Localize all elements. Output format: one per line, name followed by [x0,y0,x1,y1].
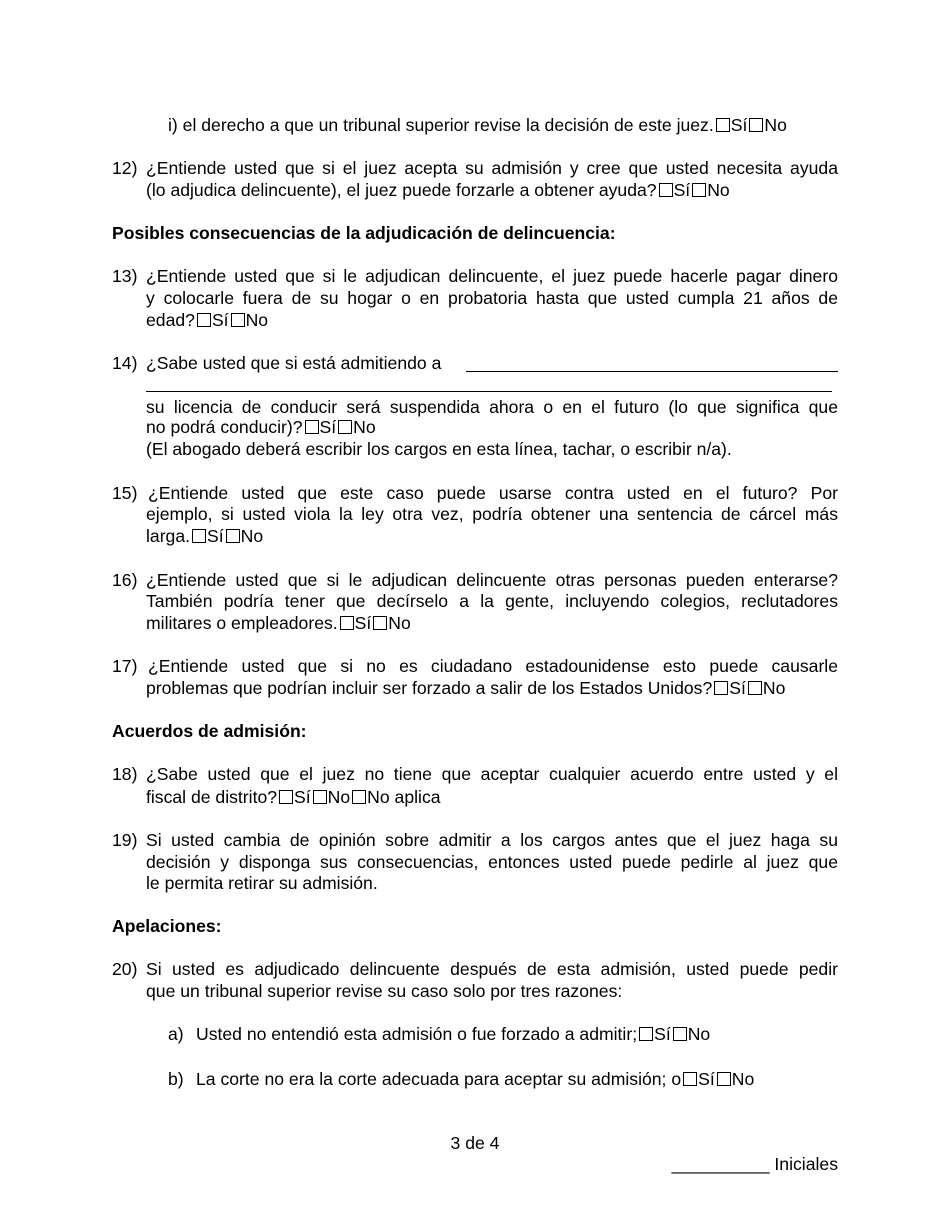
question-14-line: no podrá conducir)? Sí No [146,417,376,437]
question-20-line: Si usted es adjudicado delincuente después de esta admisión, usted puede pedir [146,959,838,979]
initials-blank[interactable]: __________ [671,1154,770,1174]
question-number: 17) [112,656,138,676]
item-b: La corte no era la corte adecuada para aceptar su admisión; o Sí No [196,1069,755,1089]
question-number: 15) [112,483,138,503]
checkbox-si[interactable] [714,681,728,695]
question-number: 18) [112,764,138,784]
section-heading: Apelaciones: [112,916,222,936]
question-19-line: le permita retirar su admisión. [146,873,378,893]
question-17-line: ¿Entiende usted que si no es ciudadano estadounidense esto puede causarle [148,656,838,676]
item-marker: a) [168,1024,184,1044]
page-number: 3 de 4 [450,1133,500,1153]
checkbox-si[interactable] [197,313,211,327]
checkbox-si[interactable] [716,118,730,132]
initials-label: Iniciales [774,1154,838,1174]
question-14-line: su licencia de conducir será suspendida ahora o en el futuro (lo que significa que [146,397,838,417]
checkbox-si[interactable] [340,616,354,630]
checkbox-si[interactable] [305,420,319,434]
question-number: 14) [112,353,138,373]
initials-field[interactable] [672,1153,838,1175]
checkbox-si[interactable] [639,1027,653,1041]
section-heading: Acuerdos de admisión: [112,721,307,741]
question-13-line: y colocarle fuera de su hogar o en probatoria hasta que usted cumpla 21 años de [146,288,838,308]
charges-blank-line[interactable] [466,371,838,372]
question-16-line: militares o empleadores. Sí No [146,613,411,633]
checkbox-si[interactable] [279,790,293,804]
question-18-line: fiscal de distrito? Sí No No aplica [146,787,441,807]
question-20-line: que un tribunal superior revise su caso solo por tres razones: [146,981,623,1001]
checkbox-no[interactable] [673,1027,687,1041]
checkbox-si[interactable] [659,183,673,197]
checkbox-no[interactable] [373,616,387,630]
question-12-line: ¿Entiende usted que si el juez acepta su admisión y cree que usted necesita ayuda [146,158,838,178]
checkbox-no[interactable] [748,681,762,695]
checkbox-no[interactable] [338,420,352,434]
section-heading: Posibles consecuencias de la adjudicación de delincuencia: [112,223,616,243]
item-marker: b) [168,1069,184,1089]
checkbox-si[interactable] [192,529,206,543]
charges-blank-line[interactable] [146,391,832,392]
question-number: 20) [112,959,138,979]
question-number: 19) [112,830,138,850]
question-number: 12) [112,158,138,178]
question-18-line: ¿Sabe usted que el juez no tiene que aceptar cualquier acuerdo entre usted y el [146,764,838,784]
question-19-line: decisión y disponga sus consecuencias, entonces usted puede pedirle al juez que [146,852,838,872]
question-15-line: ¿Entiende usted que este caso puede usarse contra usted en el futuro? Por [148,483,838,503]
question-14-line: ¿Sabe usted que si está admitiendo a [146,353,442,373]
question-15-line: larga. Sí No [146,526,264,546]
checkbox-no[interactable] [313,790,327,804]
question-number: 13) [112,266,138,286]
question-13-line: edad? Sí No [146,310,269,330]
checkbox-no[interactable] [226,529,240,543]
question-16-line: También podría tener que decírselo a la gente, incluyendo colegios, reclutadores [146,591,838,611]
item-i: i) el derecho a que un tribunal superior revise la decisión de este juez. Sí No [168,115,787,135]
checkbox-no[interactable] [749,118,763,132]
checkbox-si[interactable] [683,1072,697,1086]
question-number: 16) [112,570,138,590]
question-12-line: (lo adjudica delincuente), el juez puede forzarle a obtener ayuda? Sí No [146,180,730,200]
item-a: Usted no entendió esta admisión o fue forzado a admitir; Sí No [196,1024,711,1044]
attorney-note: (El abogado deberá escribir los cargos en esta línea, tachar, o escribir n/a). [146,439,732,459]
checkbox-no[interactable] [231,313,245,327]
question-19-line: Si usted cambia de opinión sobre admitir a los cargos antes que el juez haga su [146,830,838,850]
question-17-line: problemas que podrían incluir ser forzado a salir de los Estados Unidos? Sí No [146,678,786,698]
checkbox-no[interactable] [692,183,706,197]
checkbox-no[interactable] [717,1072,731,1086]
checkbox-no-aplica[interactable] [352,790,366,804]
question-15-line: ejemplo, si usted viola la ley otra vez, podría obtener una sentencia de cárcel más [146,504,838,524]
question-13-line: ¿Entiende usted que si le adjudican delincuente, el juez puede hacerle pagar dinero [146,266,838,286]
question-16-line: ¿Entiende usted que si le adjudican delincuente otras personas pueden enterarse? [146,570,838,590]
